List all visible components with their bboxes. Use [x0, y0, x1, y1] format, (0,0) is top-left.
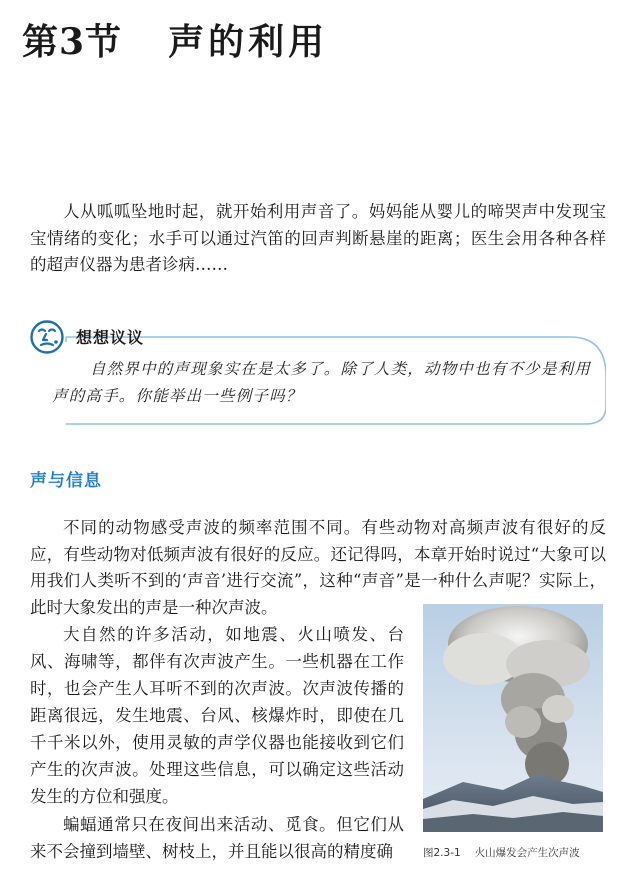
paragraph-infrasound-animals: 不同的动物感受声波的频率范围不同。有些动物对高频声波有很好的反应，有些动物对低频声波有很好的反应。还记得吗，本章开始时说过“大象可以用我们人类听不到的‘声音’进行交流”，这种“声音”是一种什么声呢？实际上，此时大象发出的声是一种次声波。: [30, 518, 606, 617]
volcano-eruption-photo: [423, 604, 603, 832]
think-discuss-box: [30, 316, 606, 428]
think-box-text: 自然界中的声现象实在是太多了。除了人类，动物中也有不少是利用声的高手。你能举出一些例子吗？: [52, 360, 592, 405]
thinking-face-icon: [30, 320, 64, 354]
paragraph-natural-infrasound: 大自然的许多活动，如地震、火山喷发、台风、海啸等，都伴有次声波产生。一些机器在工作时，也会产生人耳听不到的次声波。次声波传播的距离很远，发生地震、台风、核爆炸时，即使在几千千米以外，使用灵敏的声学仪器也能接收到它们产生的次声波。处理这些信息，可以确定这些活动发生的方位和强度。: [30, 625, 404, 806]
section-header: [22, 14, 328, 65]
section-title: 声的利用: [168, 21, 329, 63]
section-number: 第3节: [22, 21, 123, 63]
think-box-label: 想想议议: [76, 328, 145, 347]
figure-number: 图2.3-1: [423, 847, 461, 859]
figure-caption-text: 火山爆发会产生次声波: [474, 847, 580, 859]
intro-paragraph: 人从呱呱坠地时起，就开始利用声音了。妈妈能从婴儿的啼哭声中发现宝宝情绪的变化；水手可以通过汽笛的回声判断悬崖的距离；医生会用各种各样的超声仪器为患者诊病……: [30, 202, 606, 274]
paragraph-bats: 蝙蝠通常只在夜间出来活动、觅食。但它们从来不会撞到墙壁、树枝上，并且能以很高的精度确: [30, 815, 404, 861]
figure-caption: [423, 845, 613, 860]
section-subheading: 声与信息: [30, 471, 102, 491]
